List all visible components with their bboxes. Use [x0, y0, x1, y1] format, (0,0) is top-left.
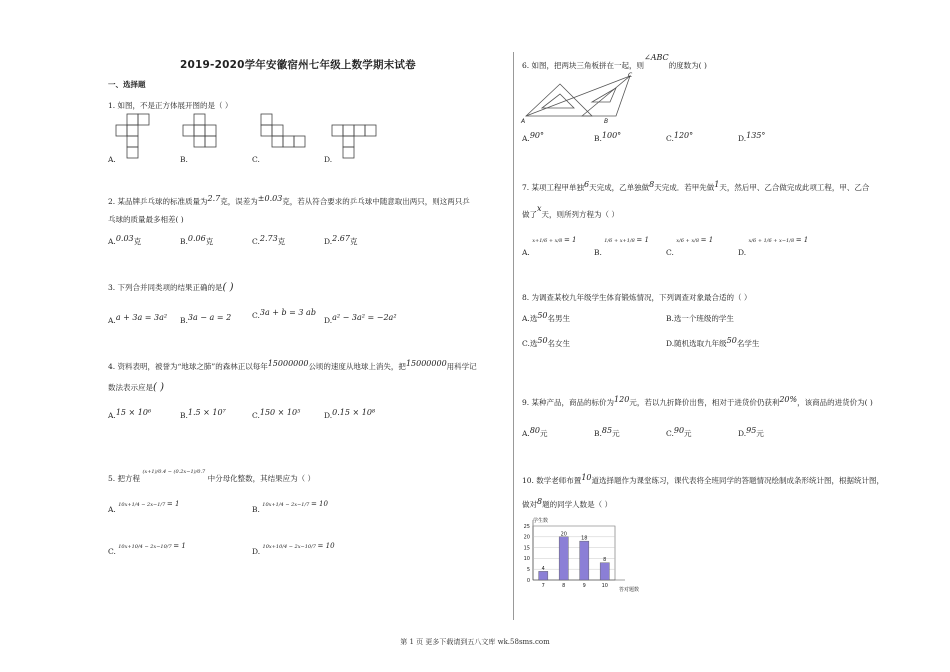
chart-x-tick-label: 7: [541, 583, 545, 589]
q4-text-c: 用科学记: [446, 362, 477, 371]
q7-b-f2-n: x+1: [619, 238, 630, 244]
q9-option-d-key: D.: [738, 429, 747, 438]
q3-option-b-value: 3a − a = 2: [187, 313, 232, 322]
q9-math-percent: 20%: [779, 395, 798, 404]
question-4-stem: [108, 361, 477, 372]
q3-option-c[interactable]: [252, 308, 316, 320]
q10-text-b: 道选择题作为课堂练习，课代表将全班同学的答题情况绘制成条形统计图，根据统计图，: [591, 476, 884, 485]
chart-y-tick-label: 15: [523, 545, 530, 552]
q5-b-n2: 2x−1: [291, 502, 305, 508]
q6-option-c-value: 120°: [673, 131, 694, 140]
chart-y-tick-label: 10: [523, 556, 530, 563]
chart-data-label: 18: [581, 535, 588, 542]
chart-bars: [539, 531, 610, 589]
label-c: C: [628, 72, 633, 79]
q5-option-a[interactable]: [108, 500, 180, 514]
net-figure-d: [332, 125, 376, 158]
q7-b-f1-d: 6: [609, 238, 613, 244]
q4-option-c-key: C.: [252, 411, 260, 420]
question-8-stem: 8. 为调查某校九年级学生体育锻炼情况，下列调查对象最合适的（ ）: [522, 293, 752, 302]
q7-c-f1-d: 6: [680, 238, 684, 244]
q7-option-b-key: B.: [594, 248, 602, 257]
q4-text-b: 公顷的速度从地球上消失，把: [308, 362, 406, 371]
q5-a-n2: 2x−1: [147, 502, 161, 508]
q7-math-x: x: [537, 204, 542, 213]
q9-option-d-unit: 元: [756, 429, 764, 438]
q3-option-b-key: B.: [180, 316, 188, 325]
q8-option-b-key: B.: [666, 314, 674, 323]
q4-line2-text: 数法表示应是: [108, 383, 153, 392]
q4-option-a-key: A.: [108, 411, 116, 420]
q5-d-n1: 10x+10: [262, 544, 283, 550]
chart-y-tick-label: 20: [523, 534, 530, 541]
triangle-ruler-2: [582, 76, 630, 116]
q9-option-d-value: 95: [746, 426, 757, 435]
q5-d-r: = 10: [317, 542, 335, 550]
label-b: B: [604, 118, 609, 125]
q8-option-c-key: C.: [522, 339, 530, 348]
page-footer: 第 1 页 更多下载请到五八文库 wk.58sms.com: [400, 638, 550, 646]
q9-option-b-key: B.: [594, 429, 602, 438]
section-heading: 一、选择题: [108, 80, 146, 89]
q6-text-b: 的度数为( ): [668, 61, 707, 70]
q9-option-c-unit: 元: [684, 429, 692, 438]
q7-line2-a: 做了: [522, 210, 537, 219]
q2-option-d-key: D.: [324, 237, 333, 246]
q4-option-c[interactable]: [252, 408, 301, 420]
q9-math-price: 120: [614, 395, 630, 404]
q4-math-number-2: 15000000: [405, 359, 447, 368]
q6-option-d-key: D.: [738, 134, 747, 143]
triangle-ruler-2-inner: [592, 88, 616, 102]
q9-option-a-value: 80: [529, 426, 540, 435]
q9-text-b: 元，若以九折降价出售，相对于进货价仍获利: [629, 398, 780, 407]
q7-math-8: 8: [649, 180, 655, 189]
q7-line2-b: 天，则所列方程为（ ）: [541, 210, 619, 219]
q5-option-d[interactable]: [252, 542, 335, 556]
q7-a-f2-d: 8: [559, 238, 563, 244]
q7-option-d-key: D.: [738, 248, 747, 257]
q7-option-b[interactable]: [594, 236, 649, 257]
q2-option-b[interactable]: [180, 236, 213, 247]
chart-data-label: 20: [560, 531, 567, 538]
q8-option-b-pre: 选一个班级的学生: [673, 314, 734, 323]
q4-option-d-value: 0.15 × 10⁸: [332, 408, 376, 417]
q9-text-c: ，该商品的进货价为( ): [797, 398, 873, 407]
q7-option-d[interactable]: [738, 236, 809, 257]
q6-option-d-value: 135°: [746, 131, 766, 140]
q7-d-f2-d: 6: [768, 238, 772, 244]
q5-b-n1: 10x+1: [262, 502, 279, 508]
q7-option-a-expr: x+1/6 + x/8 = 1: [532, 236, 577, 244]
q7-a-f2-n: x: [554, 238, 558, 244]
question-10-stem: [522, 475, 884, 486]
q3-option-c-value: 3a + b = 3 ab: [259, 308, 316, 317]
q5-c-n1: 10x+10: [118, 544, 138, 550]
q4-option-b[interactable]: [180, 408, 226, 420]
q5-option-d-expr: 10x+10/4 − 2x−10/7 = 10: [262, 542, 335, 550]
q5-text-b: 中分母化整数，其结果应为（ ）: [207, 474, 315, 483]
q6-option-b-key: B.: [594, 134, 602, 143]
q8-option-c-post: 名女生: [547, 339, 571, 348]
q1-option-c[interactable]: C.: [252, 155, 260, 164]
q9-option-d[interactable]: [738, 428, 764, 439]
q3-option-a-value: a + 3a = 3a²: [115, 313, 168, 322]
q9-text-a: 9. 某种产品，商品的标价为: [522, 398, 615, 407]
q7-option-b-expr: 1/6 + x+1/8 = 1: [604, 236, 649, 244]
question-6-stem: [522, 53, 707, 71]
q2-option-c[interactable]: [252, 236, 285, 247]
chart-data-label: 8: [603, 557, 607, 564]
q5-c-d2: 7: [168, 544, 172, 550]
q8-option-c-pre: 选: [529, 339, 538, 348]
q5-option-d-key: D.: [252, 547, 261, 556]
q8-option-a-post: 名男生: [547, 314, 570, 323]
q6-option-b-value: 100°: [601, 131, 622, 140]
q7-b-f1-n: 1: [604, 238, 608, 244]
q5-option-c-expr: 10x+10/4 − 2x−10/7 = 1: [118, 542, 186, 550]
q6-text-a: 6. 如图，把两块三角板拼在一起，则: [522, 61, 645, 70]
q7-a-f1-d: 6: [544, 238, 548, 244]
column-divider: [513, 52, 514, 620]
q6-option-d[interactable]: [738, 131, 766, 143]
q3-option-a-key: A.: [108, 316, 116, 325]
question-9-stem: [522, 397, 873, 408]
q7-math-6: 6: [584, 180, 590, 189]
q5-c-n2: 2x−10: [150, 544, 167, 550]
q6-option-c-key: C.: [666, 134, 674, 143]
q5-option-b-key: B.: [252, 505, 260, 514]
q2-option-c-value: 2.73: [259, 234, 278, 243]
q7-text-a: 7. 某项工程甲单独: [522, 183, 585, 192]
q5-a-n1: 10x+1: [118, 502, 135, 508]
q6-option-a-value: 90°: [529, 131, 544, 140]
q6-option-a-key: A.: [522, 134, 530, 143]
q5-equation: (x+1)/0.4 − (0.2x−1)/0.7: [142, 469, 206, 475]
q9-option-b-unit: 元: [612, 429, 620, 438]
q7-b-f2-d: 8: [631, 238, 635, 244]
q8-option-c-value: 50: [537, 336, 548, 345]
q5-option-b-expr: 10x+1/4 − 2x−1/7 = 10: [262, 500, 328, 508]
q9-option-c-value: 90: [673, 426, 685, 435]
q7-a-r: = 1: [563, 236, 577, 244]
chart-bar: [600, 563, 609, 580]
question-2-line2: 乓球的质量最多相差( ): [108, 215, 184, 224]
q3-paren: ( ): [222, 282, 234, 293]
q5-d-n2: 2x−10: [294, 544, 312, 550]
q8-option-a[interactable]: [522, 313, 570, 324]
q6-option-a[interactable]: [522, 131, 544, 143]
q7-c-f1-n: x: [676, 238, 680, 244]
net-figure-b: [183, 114, 216, 147]
q7-d-f3-d: 8: [790, 238, 795, 244]
q2-option-a-unit: 克: [133, 237, 142, 246]
chart-bar: [539, 571, 548, 580]
question-7-stem: [522, 182, 869, 193]
q2-option-a-key: A.: [108, 237, 116, 246]
question-2-stem: [108, 196, 470, 207]
chart-x-tick-label: 10: [601, 583, 608, 589]
q4-option-b-value: 1.5 × 10⁷: [187, 408, 226, 417]
q5-d-d2: 7: [312, 544, 316, 550]
q7-text-c: 天完成．若甲先做: [654, 183, 715, 192]
net-figure-c: [261, 114, 305, 147]
q7-option-c-expr: x/6 + x/8 = 1: [676, 236, 714, 244]
q4-option-d-key: D.: [324, 411, 333, 420]
q2-option-c-unit: 克: [277, 237, 286, 246]
q4-math-number-1: 15000000: [267, 359, 309, 368]
q10-math-10: 10: [581, 473, 592, 482]
q1-option-a[interactable]: A.: [108, 155, 116, 164]
q5-b-d2: 7: [306, 502, 310, 508]
q9-option-a[interactable]: [522, 428, 548, 439]
q8-option-a-pre: 选: [529, 314, 538, 323]
chart-y-tick-label: 0: [526, 577, 530, 584]
q5-d-d1: 4: [283, 544, 288, 550]
question-3-stem: [108, 282, 234, 293]
q8-option-d[interactable]: [666, 338, 759, 349]
q2-text-c: 克，若从符合要求的乒乓球中随意取出两只，则这两只乒: [282, 197, 470, 206]
q4-paren: ( ): [153, 382, 164, 393]
q3-text: 3. 下列合并同类项的结果正确的是: [108, 283, 223, 292]
q10-text-a: 10. 数学老师布置: [522, 476, 582, 485]
q2-math-error: ±0.03: [257, 194, 283, 203]
q7-text-b: 天完成，乙单独做: [589, 183, 650, 192]
q3-option-d-value: a² − 3a² = −2a²: [332, 313, 397, 322]
q7-d-f3-n: x−1: [779, 238, 790, 244]
net-figure-a: [116, 114, 149, 158]
q7-b-r: = 1: [636, 236, 649, 244]
q2-option-b-value: 0.06: [187, 234, 206, 243]
q7-d-r: = 1: [795, 236, 809, 244]
q9-option-a-unit: 元: [540, 429, 548, 438]
q3-option-d-key: D.: [324, 316, 333, 325]
q9-option-c[interactable]: [666, 428, 692, 439]
q3-option-d[interactable]: [324, 313, 397, 325]
q7-math-1: 1: [714, 180, 720, 189]
q10-line2-b: 题的同学人数是（ ）: [542, 500, 612, 509]
q2-option-a-value: 0.03: [115, 234, 134, 243]
q7-c-r: = 1: [700, 236, 714, 244]
label-a: A: [521, 118, 526, 125]
chart-data-label: 4: [541, 565, 545, 572]
q3-option-a[interactable]: [108, 313, 168, 325]
chart-bar: [559, 537, 568, 580]
q4-text-a: 4. 资料表明，被誉为“地球之肺”的森林正以每年: [108, 362, 268, 371]
q1-option-d[interactable]: D.: [324, 155, 333, 164]
q5-option-a-expr: 10x+1/4 − 2x−1/7 = 1: [118, 500, 180, 508]
q5-a-d1: 4: [136, 502, 140, 508]
q8-option-c[interactable]: [522, 338, 570, 349]
q5-option-c[interactable]: [108, 542, 186, 556]
triangle-ruler-1: [526, 84, 592, 116]
q5-text-a: 5. 把方程: [108, 474, 141, 483]
q8-option-a-key: A.: [522, 314, 530, 323]
q7-option-a[interactable]: [522, 236, 577, 257]
q4-option-b-key: B.: [180, 411, 188, 420]
q4-option-a-value: 15 × 10⁶: [115, 408, 152, 417]
question-10-line2: [522, 499, 612, 510]
chart-xlabel: 答对题数: [619, 587, 640, 593]
question-1-stem: 1. 如图，不是正方体展开图的是（ ）: [108, 101, 233, 110]
q4-option-d[interactable]: [324, 408, 376, 420]
q8-option-d-pre: 随机选取九年级: [674, 339, 727, 348]
q4-option-c-value: 150 × 10⁵: [259, 408, 301, 417]
q5-option-b[interactable]: [252, 500, 328, 514]
q2-option-c-key: C.: [252, 237, 260, 246]
q2-option-d-unit: 克: [349, 237, 358, 246]
question-4-line2: [108, 382, 164, 393]
q2-option-d-value: 2.67: [332, 234, 350, 243]
page-title: 2019-2020学年安徽宿州七年级上数学期末试卷: [180, 59, 416, 71]
chart-x-tick-label: 8: [562, 583, 566, 589]
q6-math-angle: ∠ABC: [644, 53, 669, 62]
q4-option-a[interactable]: [108, 408, 152, 420]
q7-option-d-expr: x/6 + 1/6 + x−1/8 = 1: [748, 236, 809, 244]
q7-d-f1-d: 6: [753, 238, 757, 244]
chart-y-tick-label: 5: [526, 567, 530, 573]
q5-c-d1: 4: [139, 544, 143, 550]
q9-option-b[interactable]: [594, 428, 620, 439]
q8-option-d-key: D.: [666, 339, 675, 348]
q5-b-d1: 4: [280, 502, 284, 508]
q7-d-f2-n: 1: [763, 238, 767, 244]
q3-option-c-key: C.: [252, 311, 260, 320]
q7-c-f2-n: x: [691, 238, 695, 244]
q5-b-r: = 10: [310, 500, 328, 508]
q9-option-b-value: 85: [601, 426, 613, 435]
q10-math-8: 8: [537, 497, 543, 506]
chart-y-tick-label: 25: [523, 523, 530, 530]
q2-option-b-key: B.: [180, 237, 188, 246]
question-1-figures: [108, 113, 428, 163]
q2-option-b-unit: 克: [205, 237, 214, 246]
q5-a-r: = 1: [166, 500, 180, 508]
q2-option-d[interactable]: [324, 236, 357, 247]
q10-line2-a: 做对: [522, 500, 537, 509]
question-7-line2: [522, 204, 619, 220]
q10-bar-chart: [515, 514, 665, 596]
q5-option-c-key: C.: [108, 547, 116, 556]
chart-bar: [580, 541, 589, 580]
q6-option-c[interactable]: [666, 131, 694, 143]
q6-triangle-figure: [520, 72, 640, 124]
q5-option-a-key: A.: [108, 505, 116, 514]
q9-option-c-key: C.: [666, 429, 674, 438]
q7-option-c-key: C.: [666, 248, 674, 257]
q2-text-b: 克，误差为: [220, 197, 258, 206]
q7-option-c[interactable]: [666, 236, 714, 257]
q1-option-b[interactable]: B.: [180, 155, 188, 164]
chart-ylabel: 学生数: [533, 518, 549, 524]
question-5-stem: [108, 469, 315, 484]
q5-a-d2: 7: [162, 502, 166, 508]
q2-math-mass: 2.7: [207, 194, 221, 203]
q6-option-b[interactable]: [594, 131, 622, 143]
q2-text-a: 2. 某品牌乒乓球的标准质量为: [108, 197, 208, 206]
q8-option-d-post: 名学生: [736, 339, 760, 348]
q7-d-f1-n: x: [748, 238, 752, 244]
q7-text-d: 天，然后甲、乙合做完成此项工程，甲、乙合: [719, 183, 870, 192]
q8-option-b[interactable]: [666, 313, 734, 324]
q7-c-f2-d: 8: [695, 238, 700, 244]
q3-option-b[interactable]: [180, 313, 232, 325]
chart-x-tick-label: 9: [582, 583, 586, 589]
q8-option-a-value: 50: [537, 311, 548, 320]
q5-c-r: = 1: [173, 542, 186, 550]
q8-option-d-value: 50: [726, 336, 737, 345]
q7-a-f1-n: x+1: [532, 238, 543, 244]
q2-option-a[interactable]: [108, 236, 141, 247]
q9-option-a-key: A.: [522, 429, 530, 438]
q7-option-a-key: A.: [522, 248, 530, 257]
